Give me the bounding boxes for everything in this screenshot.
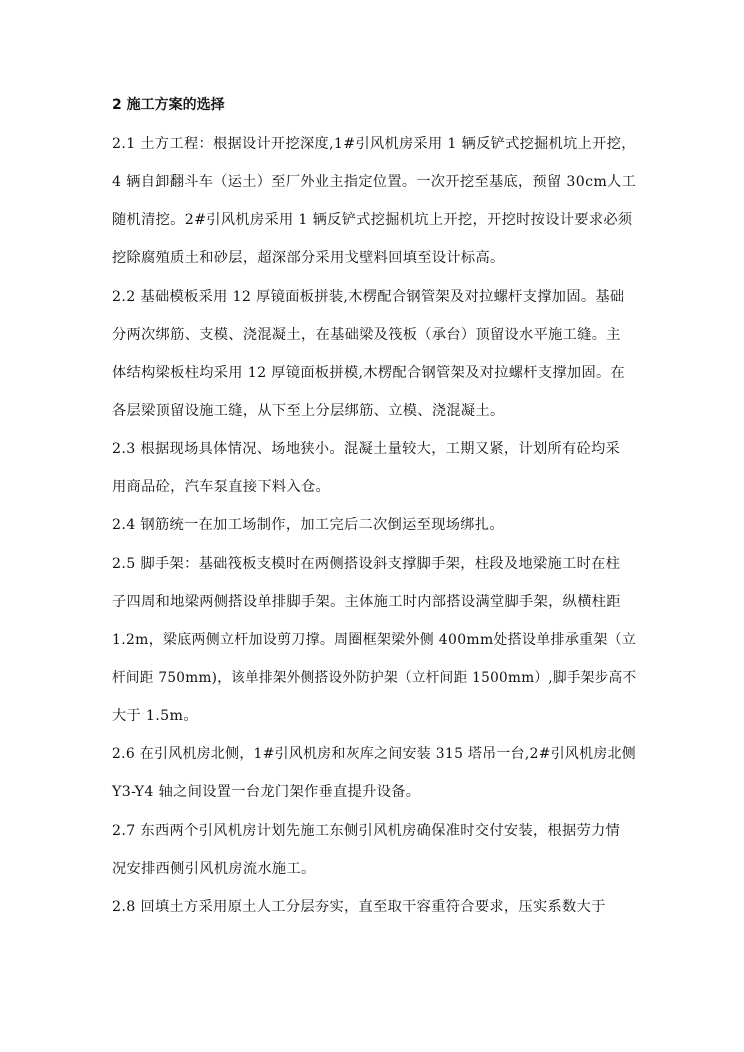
text-line: 大于 1.5m。 <box>112 708 198 724</box>
text-line: 各层梁顶留设施工缝，从下至上分层绑筋、立模、浇混凝土。 <box>112 403 505 419</box>
text-line: 2.2 基础模板采用 12 厚镜面板拼装,木楞配合钢管架及对拉螺杆支撑加固。基础 <box>112 289 625 305</box>
text-line: 子四周和地梁两侧搭设单排脚手架。主体施工时内部搭设满堂脚手架，纵横柱距 <box>112 594 621 610</box>
text-line: 2.7 东西两个引风机房计划先施工东侧引风机房确保准时交付安装，根据劳力情 <box>112 823 621 839</box>
text-line: 2.3 根据现场具体情况、场地狭小。混凝土量较大，工期又紧，计划所有砼均采 <box>112 441 621 457</box>
text-line: 体结构梁板柱均采用 12 厚镜面板拼模,木楞配合钢管架及对拉螺杆支撑加固。在 <box>112 365 626 381</box>
text-line: 2.1 土方工程：根据设计开挖深度,1#引风机房采用 1 辆反铲式挖掘机坑上开挖， <box>112 136 636 152</box>
text-line: 用商品砼，汽车泵直接下料入仓。 <box>112 479 331 495</box>
text-line: 2.6 在引风机房北侧，1#引风机房和灰库之间安装 315 塔吊一台,2#引风机房北侧 <box>112 746 636 762</box>
section-heading: 2 施工方案的选择 <box>112 97 225 113</box>
text-line: 分两次绑筋、支模、浇混凝土，在基础梁及筏板（承台）顶留设水平施工缝。主 <box>112 327 621 343</box>
text-line: 4 辆自卸翻斗车（运土）至厂外业主指定位置。一次开挖至基底，预留 30cm人工 <box>112 174 637 190</box>
text-line: 2.8 回填土方采用原土人工分层夯实，直至取干容重符合要求，压实系数大于 <box>112 899 606 915</box>
text-line: 2.4 钢筋统一在加工场制作，加工完后二次倒运至现场绑扎。 <box>112 517 504 533</box>
text-line: 挖除腐殖质土和砂层，超深部分采用戈壁料回填至设计标高。 <box>112 250 505 266</box>
text-line: Y3-Y4 轴之间设置一台龙门架作垂直提升设备。 <box>112 784 421 800</box>
text-line: 况安排西侧引风机房流水施工。 <box>112 861 316 877</box>
text-line: 随机清挖。2#引风机房采用 1 辆反铲式挖掘机坑上开挖，开挖时按设计要求必须 <box>112 212 633 228</box>
text-line: 杆间距 750mm)，该单排架外侧搭设外防护架（立杆间距 1500mm）,脚手架步高不 <box>112 670 637 686</box>
text-line: 2.5 脚手架：基础筏板支模时在两侧搭设斜支撑脚手架，柱段及地梁施工时在柱 <box>112 556 621 572</box>
text-line: 1.2m，梁底两侧立杆加设剪刀撑。周圈框架梁外侧 400mm处搭设单排承重架（立 <box>112 632 637 648</box>
